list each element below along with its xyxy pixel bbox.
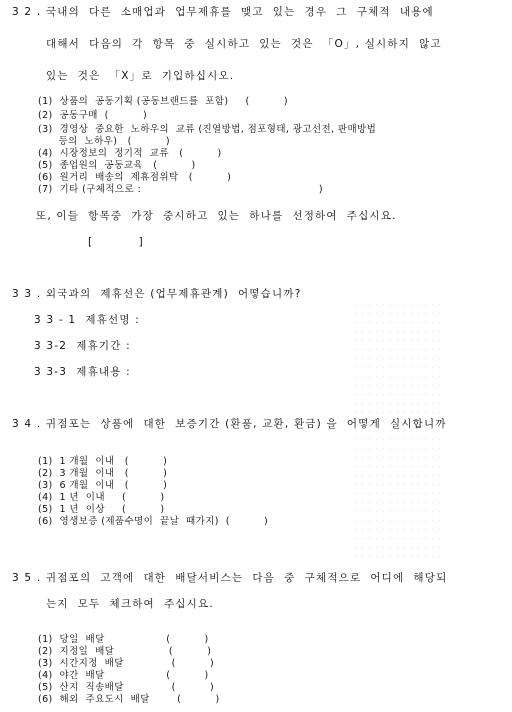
q33-title: 3 3 . 외국과의 제휴선은 (업무제휴관계) 어떻습니까? bbox=[12, 288, 302, 300]
q32-item-5: (5) 종업원의 공동교육 ( ) bbox=[38, 160, 196, 171]
q35-item-5: (5) 산지 직송배달 ( ) bbox=[38, 682, 215, 693]
q32-item-1: (1) 상품의 공동기획 (공동브랜드를 포함) ( ) bbox=[38, 96, 288, 107]
q33-sub-3: 3 3-3 제휴내용 : bbox=[34, 366, 131, 378]
q32-line-3: 있는 것은 「X」로 기입하십시오. bbox=[46, 70, 235, 82]
q32-item-7: (7) 기타 (구체적으로 : ) bbox=[38, 184, 324, 195]
q32-item-3: (3) 경영상 중요한 노하우의 교류 (진열방법, 점포형태, 광고선전, 판매방법 bbox=[38, 124, 377, 135]
q34-item-6: (6) 영생보증 (제품수명이 끝날 때가지) ( ) bbox=[38, 516, 269, 527]
scan-noise bbox=[352, 300, 442, 560]
q34-item-3: (3) 6 개월 이내 ( ) bbox=[38, 480, 168, 491]
q32-item-3-cont: 등의 노하우) ( ) bbox=[38, 136, 171, 147]
q35-item-6: (6) 해외 주요도시 배달 ( ) bbox=[38, 694, 220, 705]
q35-line-2: 는지 모두 체크하여 주십시요. bbox=[46, 598, 214, 610]
q32-item-4: (4) 시장정보의 정기적 교류 ( ) bbox=[38, 148, 222, 159]
q34-title: 3 4 . 귀점포는 상품에 대한 보증기간 (환품, 교환, 환금) 을 어떻게 실시합니까 bbox=[12, 418, 447, 430]
q35-item-4: (4) 야간 배달 ( ) bbox=[38, 670, 209, 681]
q33-sub-2: 3 3-2 제휴기간 : bbox=[34, 340, 131, 352]
q33-sub-1: 3 3 - 1 제휴선명 : bbox=[34, 314, 140, 326]
q32-answer-bracket: [ ] bbox=[88, 236, 144, 248]
q34-item-5: (5) 1 년 이상 ( ) bbox=[38, 504, 165, 515]
q32-item-2: (2) 공동구매 ( ) bbox=[38, 110, 148, 121]
q32-line-1: 3 2 . 국내의 다른 소매업과 업무제휴를 맺고 있는 경우 그 구체적 내용에 bbox=[12, 6, 434, 18]
q35-item-1: (1) 당일 배달 ( ) bbox=[38, 634, 209, 645]
q32-line-2: 대해서 다음의 각 항목 중 실시하고 있는 것은 「O」, 실시하지 않고 bbox=[46, 38, 442, 50]
q35-line-1: 3 5 . 귀점포의 고객에 대한 배달서비스는 다음 중 구체적으로 어디에 해당되 bbox=[12, 572, 448, 584]
q34-item-2: (2) 3 개월 이내 ( ) bbox=[38, 468, 168, 479]
q34-item-4: (4) 1 년 이내 ( ) bbox=[38, 492, 165, 503]
q35-item-2: (2) 지정일 배달 ( ) bbox=[38, 646, 212, 657]
q34-item-1: (1) 1 개월 이내 ( ) bbox=[38, 456, 168, 467]
q32-item-6: (6) 원거리 배송의 제휴점위탁 ( ) bbox=[38, 172, 232, 183]
q35-item-3: (3) 시간지정 배달 ( ) bbox=[38, 658, 215, 669]
q32-followup: 또, 이들 항목중 가장 중시하고 있는 하나를 선정하여 주십시요. bbox=[36, 210, 397, 222]
